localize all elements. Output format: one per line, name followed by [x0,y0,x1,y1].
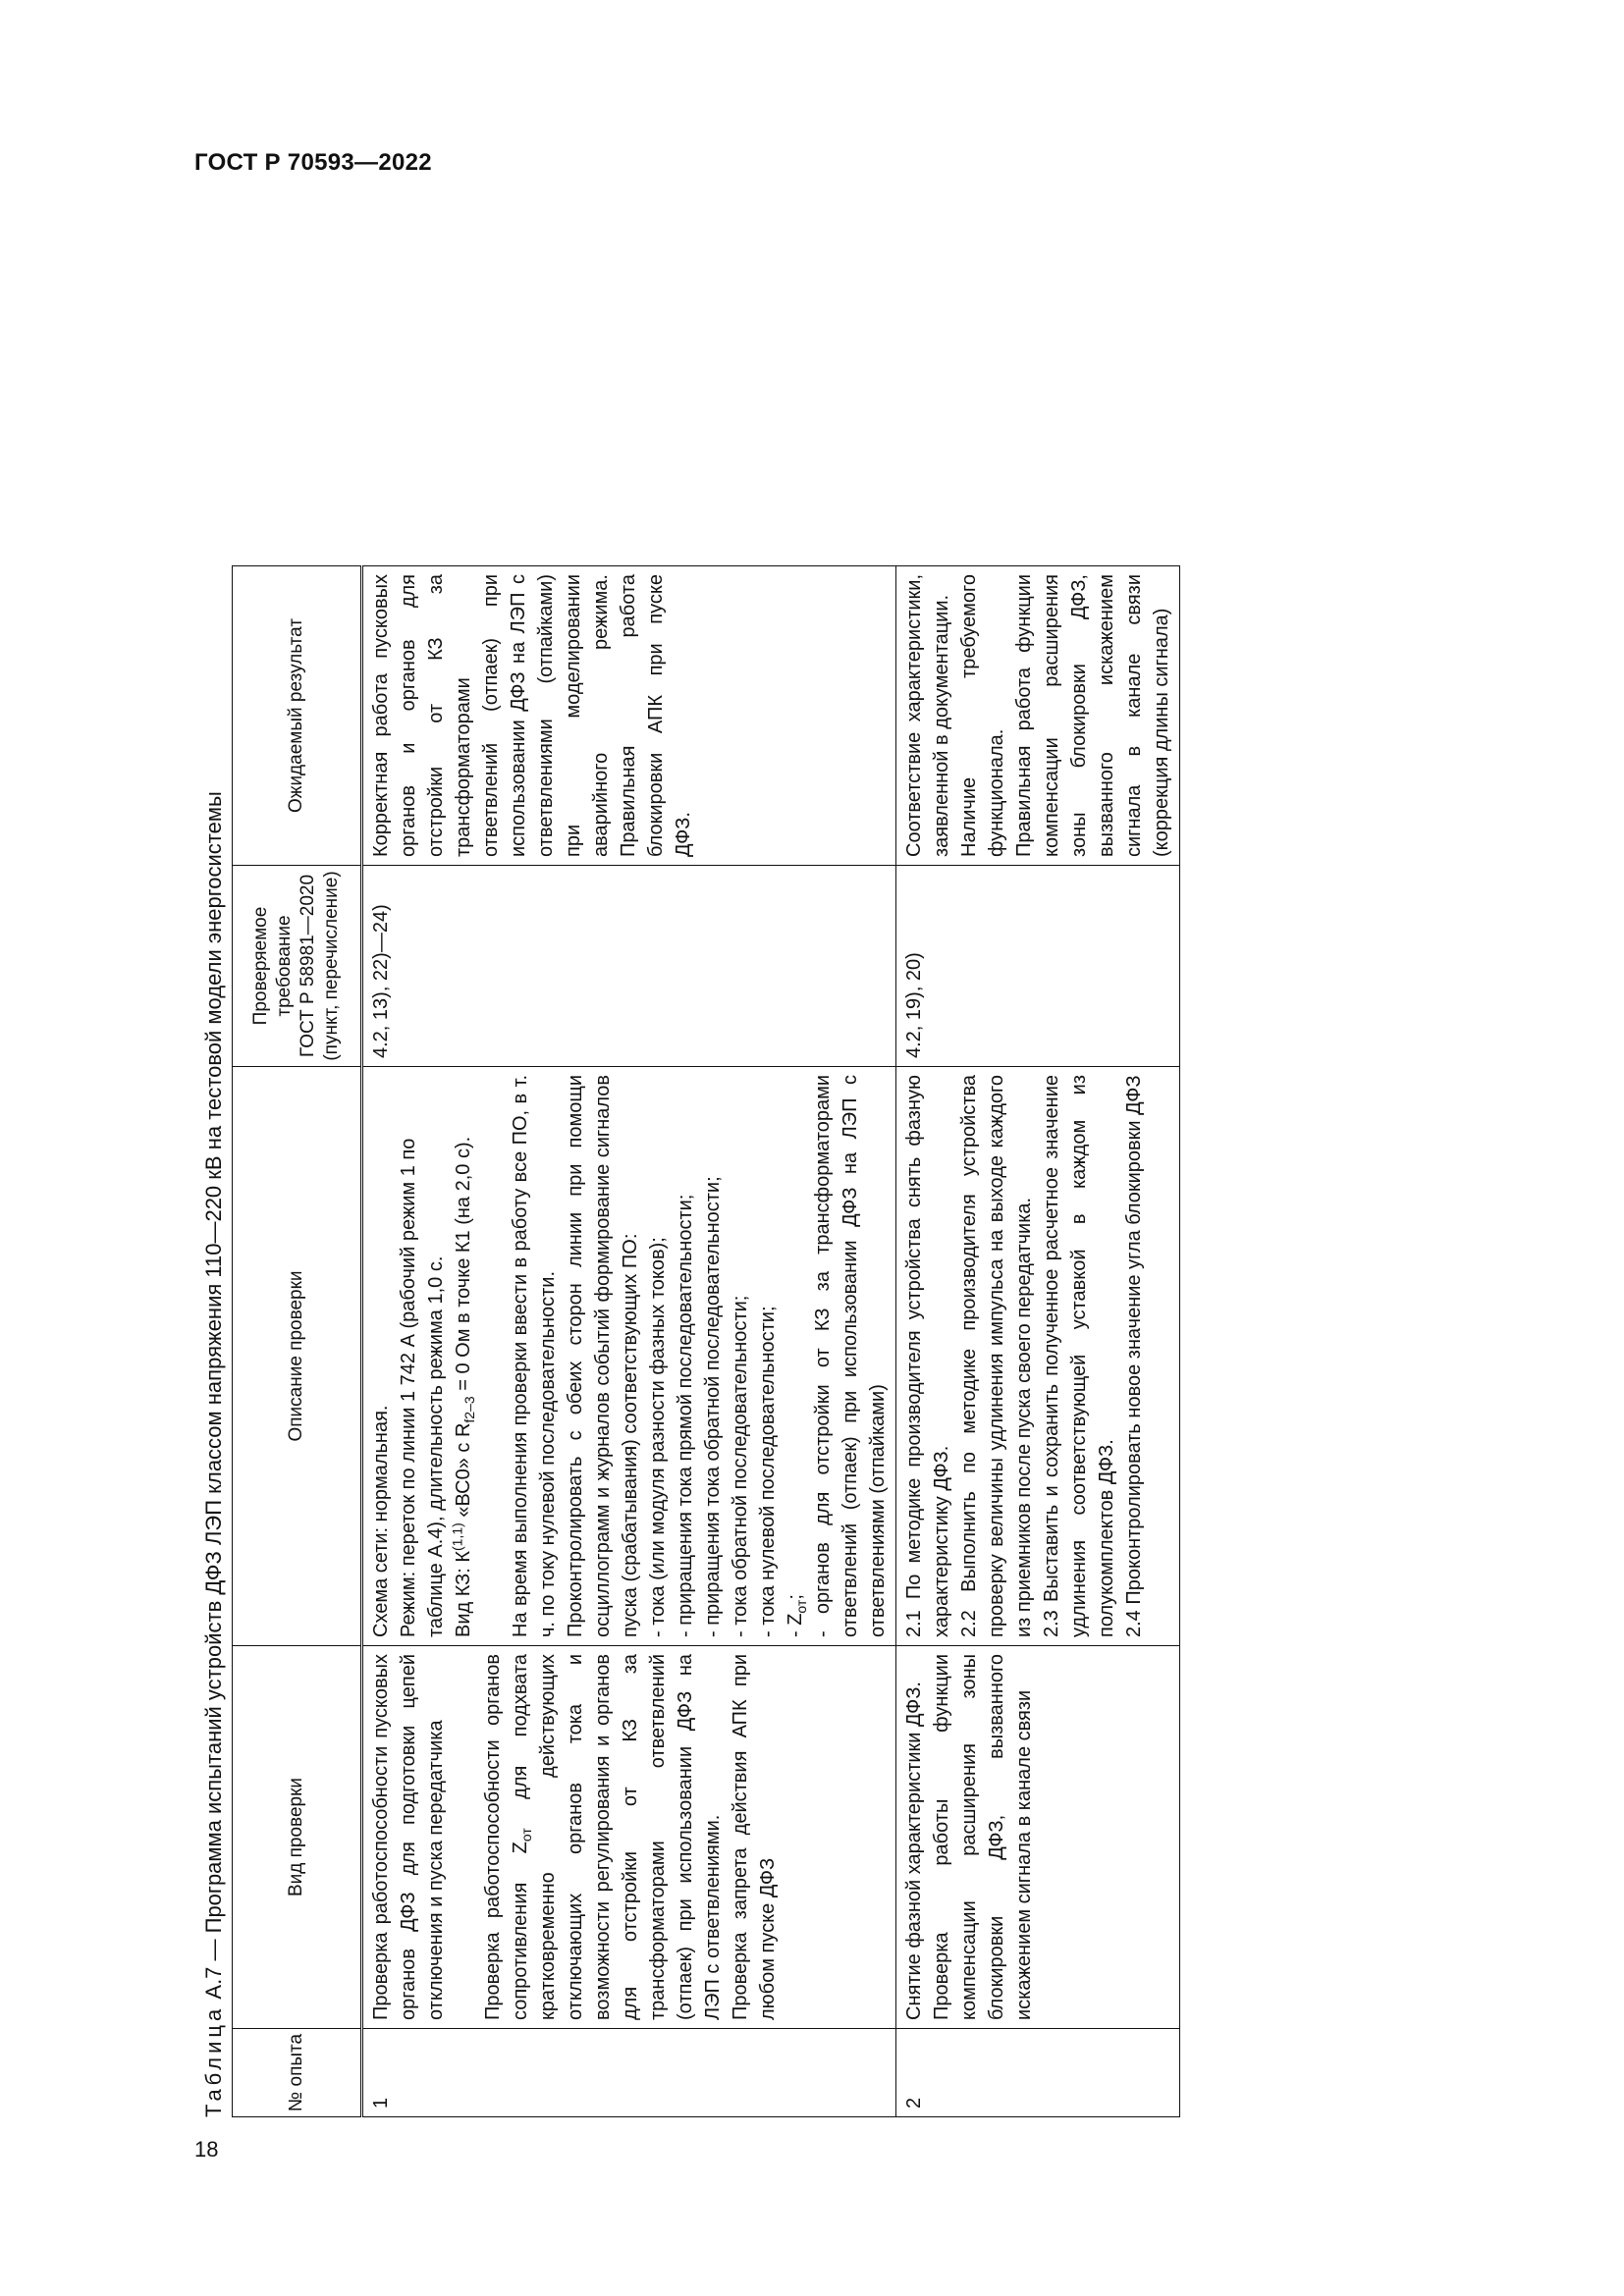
col-header-num: № опыта [233,2029,362,2117]
rotated-table-block [194,566,1172,2117]
table-caption-prefix: Таблица [201,2004,226,2117]
document-code: ГОСТ Р 70593—2022 [194,149,432,176]
desc-list-item: - тока обратной последовательности; [730,1295,751,1637]
row-req-cell: 4.2, 13), 22)—24) [362,866,896,1067]
test-program-table [232,565,1180,2117]
row-number: 2 [896,2029,1180,2117]
row-result-cell [896,566,1180,866]
row-desc-cell [896,1067,1180,1646]
row-number: 1 [362,2029,896,2117]
desc-text-part: «ВС0» с R [453,1422,474,1523]
col-header-req [233,866,362,1067]
table-row [362,566,896,2117]
kind-text [479,1654,727,2020]
kind-text: Снятие фазной характеристики ДФЗ. [903,1682,925,2020]
desc-text-part: = 0 Ом в точке К1 (на 2,0 с). [453,1136,474,1397]
desc-text [450,1075,477,1637]
desc-list-item: - органов для отстройки от КЗ за трансформаторами ответвлений (отпаек) при использовании ДФЗ на ЛЭП с ответвлениями (отпайками) [812,1075,889,1637]
desc-list-item: - тока нулевой последовательности; [757,1306,779,1637]
desc-text: Проконтролировать с обеих сторон линии при помощи осциллограмм и журналов событий формирование сигналов пуска (срабатывания) соответствующих ПО: [565,1075,641,1637]
desc-text: Режим: переток по линии 1 742 А (рабочий режим 1 по таблице А.4), длительность режима 1,0 с. [398,1138,447,1637]
superscript: (1,1) [449,1522,465,1551]
desc-text-part: Вид КЗ: К [453,1550,474,1637]
desc-text-part: - Z [785,1613,806,1637]
table-caption-text: А.7 — Программа испытаний устройств ДФЗ ЛЭП классом напряжения 110—220 кВ на тестовой модели энергосистемы [201,791,226,2000]
subscript: f2–3 [461,1396,477,1423]
col-header-kind: Вид проверки [233,1646,362,2029]
col-header-desc: Описание проверки [233,1067,362,1646]
subscript: от [793,1599,809,1614]
kind-text-part: Проверка работоспособности органов сопротивления Z [482,1654,531,2020]
row-kind-cell [362,1646,896,2029]
subscript: от [518,1828,534,1842]
page-number: 18 [194,2137,219,2162]
result-text: Соответствие характеристики, заявленной в документации. [903,574,952,857]
desc-step: 2.1 По методике производителя устройства снять фазную характеристику ДФЗ. [903,1075,952,1637]
req-header-line: требование [274,915,295,1017]
desc-text-part: ; [785,1594,806,1600]
desc-step: 2.3 Выставить и сохранить полученное расчетное значение удлинения соответствующей уставкой в каждом из полукомплектов ДФЗ. [1041,1075,1117,1637]
kind-text-part: для подхвата кратковременно действующих отключающих органов тока и возможности регулирования и органов для отстройки от КЗ за трансформаторами ответвлений (отпаек) при использовании ДФЗ на ЛЭП с ответвлениями. [510,1654,724,2020]
desc-text: Схема сети: нормальная. [370,1405,392,1637]
kind-text: Проверка работы функции компенсации расширения зоны блокировки ДФЗ, вызванного искажением сигнала в канале связи [931,1654,1035,2020]
result-text: Правильная работа функции компенсации расширения зоны блокировки ДФЗ, вызванного искажением сигнала в канале связи (коррекция длины сигнала) [1013,574,1172,857]
kind-text: Проверка запрета действия АПК при любом пуске ДФЗ [730,1654,779,2020]
row-result-cell: Корректная работа пусковых органов и органов для отстройки от КЗ за трансформаторами ответвлений (отпаек) при использовании ДФЗ на ЛЭП с ответвлениями (отпайками) при моделировании аварийного режима. Правильная работа блокировки АПК при пуске ДФЗ. [362,566,896,866]
desc-list-item [782,1075,809,1637]
result-text: Наличие требуемого функционала. [958,574,1007,857]
table-caption [194,566,234,2117]
desc-list-item: - приращения тока обратной последовательности; [702,1176,724,1637]
row-kind-cell [896,1646,1180,2029]
table-row [896,566,1180,2117]
row-req-cell: 4.2, 19), 20) [896,866,1180,1067]
desc-list-item: - приращения тока прямой последовательности; [675,1194,696,1637]
kind-text: Проверка работоспособности пусковых органов ДФЗ для подготовки цепей отключения и пуска передатчика [370,1654,447,2020]
row-desc-cell [362,1067,896,1646]
req-header-line: ГОСТ Р 58981—2020 [298,874,318,1058]
table-header-row [233,566,362,2117]
desc-text: На время выполнения проверки ввести в работу все ПО, в т. ч. по току нулевой последовательности. [510,1075,559,1637]
req-header-line: Проверяемое [250,906,271,1026]
desc-step: 2.2 Выполнить по методике производителя устройства проверку величины удлинения импульса на выходе каждого из приемников после пуска своего передатчика. [958,1075,1035,1637]
req-header-line: (пункт, перечисление) [321,871,342,1061]
desc-step: 2.4 Проконтролировать новое значение угла блокировки ДФЗ [1123,1075,1145,1637]
desc-list-item: - тока (или модуля разности фазных токов); [647,1237,669,1637]
col-header-result: Ожидаемый результат [233,566,362,866]
